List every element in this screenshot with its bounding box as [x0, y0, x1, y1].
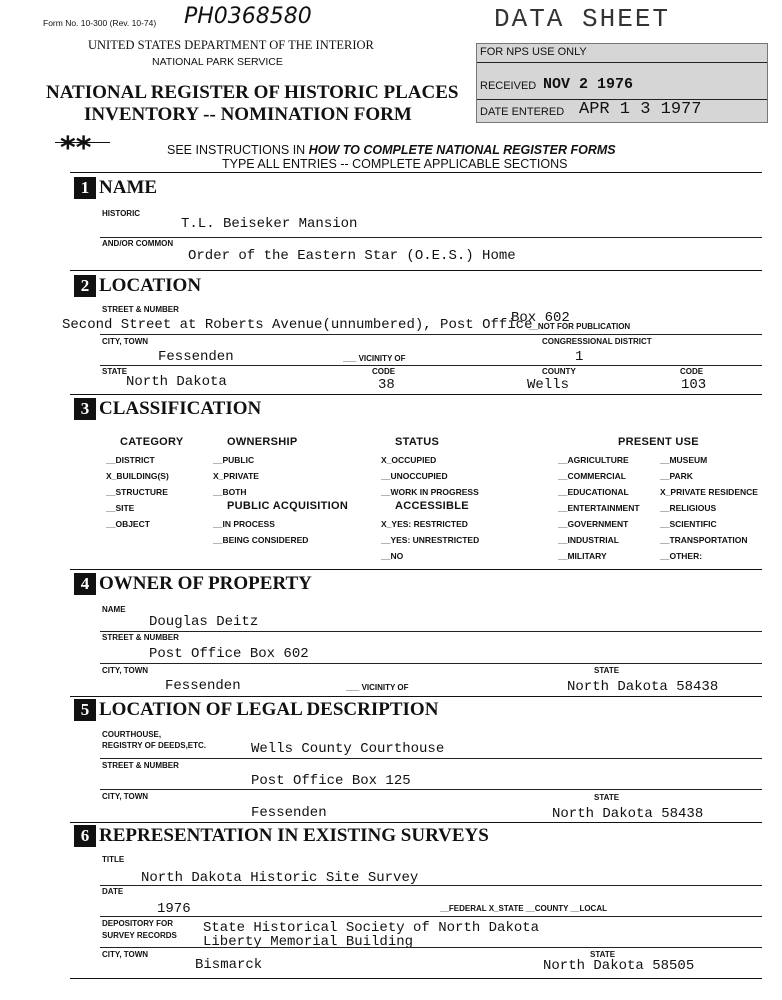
section-1-heading: 1 NAME [74, 177, 157, 199]
nps-use-box [476, 43, 768, 123]
use-option: X_PRIVATE RESIDENCE [660, 487, 758, 497]
ownership-option: __BOTH [213, 487, 247, 497]
common-label: AND/OR COMMON [102, 239, 174, 248]
use-option: __AGRICULTURE [558, 455, 629, 465]
category-list [106, 452, 169, 532]
courthouse: Wells County Courthouse [251, 741, 445, 757]
legal-street: Post Office Box 125 [251, 773, 411, 789]
status-option: __WORK IN PROGRESS [381, 487, 479, 497]
depository-line-2: Liberty Memorial Building [203, 934, 414, 950]
code2-label: CODE [680, 367, 704, 376]
instructions-line-2: TYPE ALL ENTRIES -- COMPLETE APPLICABLE SECTIONS [222, 157, 568, 171]
owner-state-label: STATE [594, 666, 620, 675]
acquisition-option: __IN PROCESS [213, 519, 275, 529]
owner-city-label: CITY, TOWN [102, 666, 149, 675]
use-option: __RELIGIOUS [660, 503, 717, 513]
category-option: X_BUILDING(S) [106, 471, 169, 481]
survey-date-label: DATE [102, 887, 124, 896]
survey-state-label: STATE [590, 950, 616, 959]
entered-stamp: APR 1 3 1977 [579, 100, 702, 119]
park-service: NATIONAL PARK SERVICE [152, 56, 283, 68]
section-6-heading: 6 REPRESENTATION IN EXISTING SURVEYS [74, 825, 489, 847]
legal-state-label: STATE [594, 793, 620, 802]
congressional-label: CONGRESSIONAL DISTRICT [542, 337, 652, 346]
not-for-publication: __NOT FOR PUBLICATION [529, 322, 631, 331]
location-box: Box 602 [511, 310, 570, 326]
accessible-option: __YES: UNRESTRICTED [381, 535, 480, 545]
form-number: Form No. 10-300 (Rev. 10-74) [43, 18, 157, 28]
owner-name-label: NAME [102, 605, 126, 614]
accessible-option: __NO [381, 551, 404, 561]
depository-line-1: State Historical Society of North Dakota [203, 920, 540, 936]
location-city: Fessenden [158, 349, 234, 365]
congressional-district: 1 [575, 349, 584, 365]
historic-label: HISTORIC [102, 209, 141, 218]
street-label: STREET & NUMBER [102, 305, 179, 314]
acquisition-heading: PUBLIC ACQUISITION [227, 500, 349, 512]
survey-city: Bismarck [195, 957, 263, 973]
status-list [381, 452, 479, 500]
ownership-heading: OWNERSHIP [227, 436, 298, 448]
use-option: __COMMERCIAL [558, 471, 627, 481]
survey-title: North Dakota Historic Site Survey [141, 870, 419, 886]
depository-label-1: DEPOSITORY FOR [102, 919, 173, 928]
form-title-2: INVENTORY -- NOMINATION FORM [84, 104, 412, 125]
present-use-heading: PRESENT USE [618, 436, 699, 448]
section-5-heading: 5 LOCATION OF LEGAL DESCRIPTION [74, 699, 438, 721]
historic-name: T.L. Beiseker Mansion [181, 216, 358, 232]
legal-state: North Dakota 58438 [552, 806, 704, 822]
present-use-list-right [660, 452, 758, 564]
use-option: __SCIENTIFIC [660, 519, 717, 529]
received-stamp: NOV 2 1976 [543, 76, 634, 93]
handwritten-id: PH0368580 [184, 4, 312, 29]
survey-state: North Dakota 58505 [543, 958, 695, 974]
owner-street-label: STREET & NUMBER [102, 633, 179, 642]
acquisition-list [213, 516, 308, 548]
accessible-heading: ACCESSIBLE [395, 500, 469, 512]
instructions-line-1: SEE INSTRUCTIONS IN HOW TO COMPLETE NATIONAL REGISTER FORMS [167, 143, 616, 157]
common-name: Order of the Eastern Star (O.E.S.) Home [188, 248, 516, 264]
section-4-heading: 4 OWNER OF PROPERTY [74, 573, 312, 595]
category-option: __STRUCTURE [106, 487, 168, 497]
use-option: __INDUSTRIAL [558, 535, 619, 545]
ownership-list [213, 452, 259, 500]
use-option: __TRANSPORTATION [660, 535, 748, 545]
category-option: __OBJECT [106, 519, 150, 529]
survey-levels: __FEDERAL X_STATE __COUNTY __LOCAL [440, 904, 607, 913]
use-option: __PARK [660, 471, 693, 481]
acquisition-option: __BEING CONSIDERED [213, 535, 309, 545]
legal-street-label: STREET & NUMBER [102, 761, 179, 770]
nps-label: FOR NPS USE ONLY [480, 46, 587, 58]
vicinity-label: ___ VICINITY OF [343, 354, 406, 363]
category-option: __SITE [106, 503, 135, 513]
status-option: X_OCCUPIED [381, 455, 437, 465]
ownership-option: X_PRIVATE [213, 471, 259, 481]
legal-city: Fessenden [251, 805, 327, 821]
survey-city-label: CITY, TOWN [102, 950, 149, 959]
owner-street: Post Office Box 602 [149, 646, 309, 662]
use-option: __ENTERTAINMENT [558, 503, 640, 513]
use-option: __MILITARY [558, 551, 607, 561]
accessible-list [381, 516, 479, 564]
entered-label: DATE ENTERED [480, 106, 565, 118]
owner-city: Fessenden [165, 678, 241, 694]
use-option: __OTHER: [660, 551, 703, 561]
survey-title-label: TITLE [102, 855, 125, 864]
owner-name: Douglas Deitz [149, 614, 259, 630]
use-option: __GOVERNMENT [558, 519, 629, 529]
county-code: 103 [681, 377, 707, 393]
use-option: __EDUCATIONAL [558, 487, 629, 497]
present-use-list-left [558, 452, 640, 564]
status-heading: STATUS [395, 436, 440, 448]
depository-label-2: SURVEY RECORDS [102, 931, 177, 940]
location-county: Wells [527, 377, 570, 393]
owner-state: North Dakota 58438 [567, 679, 719, 695]
received-label: RECEIVED [480, 80, 537, 92]
status-option: __UNOCCUPIED [381, 471, 448, 481]
code-label: CODE [372, 367, 396, 376]
data-sheet-stamp: DATA SHEET [494, 4, 671, 34]
city-label: CITY, TOWN [102, 337, 149, 346]
county-label: COUNTY [542, 367, 576, 376]
handwritten-asterisks: ** [60, 131, 92, 166]
courthouse-label-1: COURTHOUSE, [102, 730, 162, 739]
state-code: 38 [378, 377, 395, 393]
ownership-option: __PUBLIC [213, 455, 255, 465]
department: UNITED STATES DEPARTMENT OF THE INTERIOR [88, 38, 374, 52]
section-3-heading: 3 CLASSIFICATION [74, 398, 261, 420]
courthouse-label-2: REGISTRY OF DEEDS,ETC. [102, 741, 207, 750]
owner-vicinity: ___ VICINITY OF [346, 683, 409, 692]
use-option: __MUSEUM [660, 455, 708, 465]
state-label: STATE [102, 367, 128, 376]
accessible-option: X_YES: RESTRICTED [381, 519, 468, 529]
location-street: Second Street at Roberts Avenue(unnumbered), Post Office [62, 317, 533, 333]
form-title-1: NATIONAL REGISTER OF HISTORIC PLACES [46, 82, 459, 103]
category-heading: CATEGORY [120, 436, 184, 448]
survey-date: 1976 [157, 901, 191, 917]
section-2-heading: 2 LOCATION [74, 275, 201, 297]
location-state: North Dakota [126, 374, 227, 390]
category-option: __DISTRICT [106, 455, 155, 465]
legal-city-label: CITY, TOWN [102, 792, 149, 801]
